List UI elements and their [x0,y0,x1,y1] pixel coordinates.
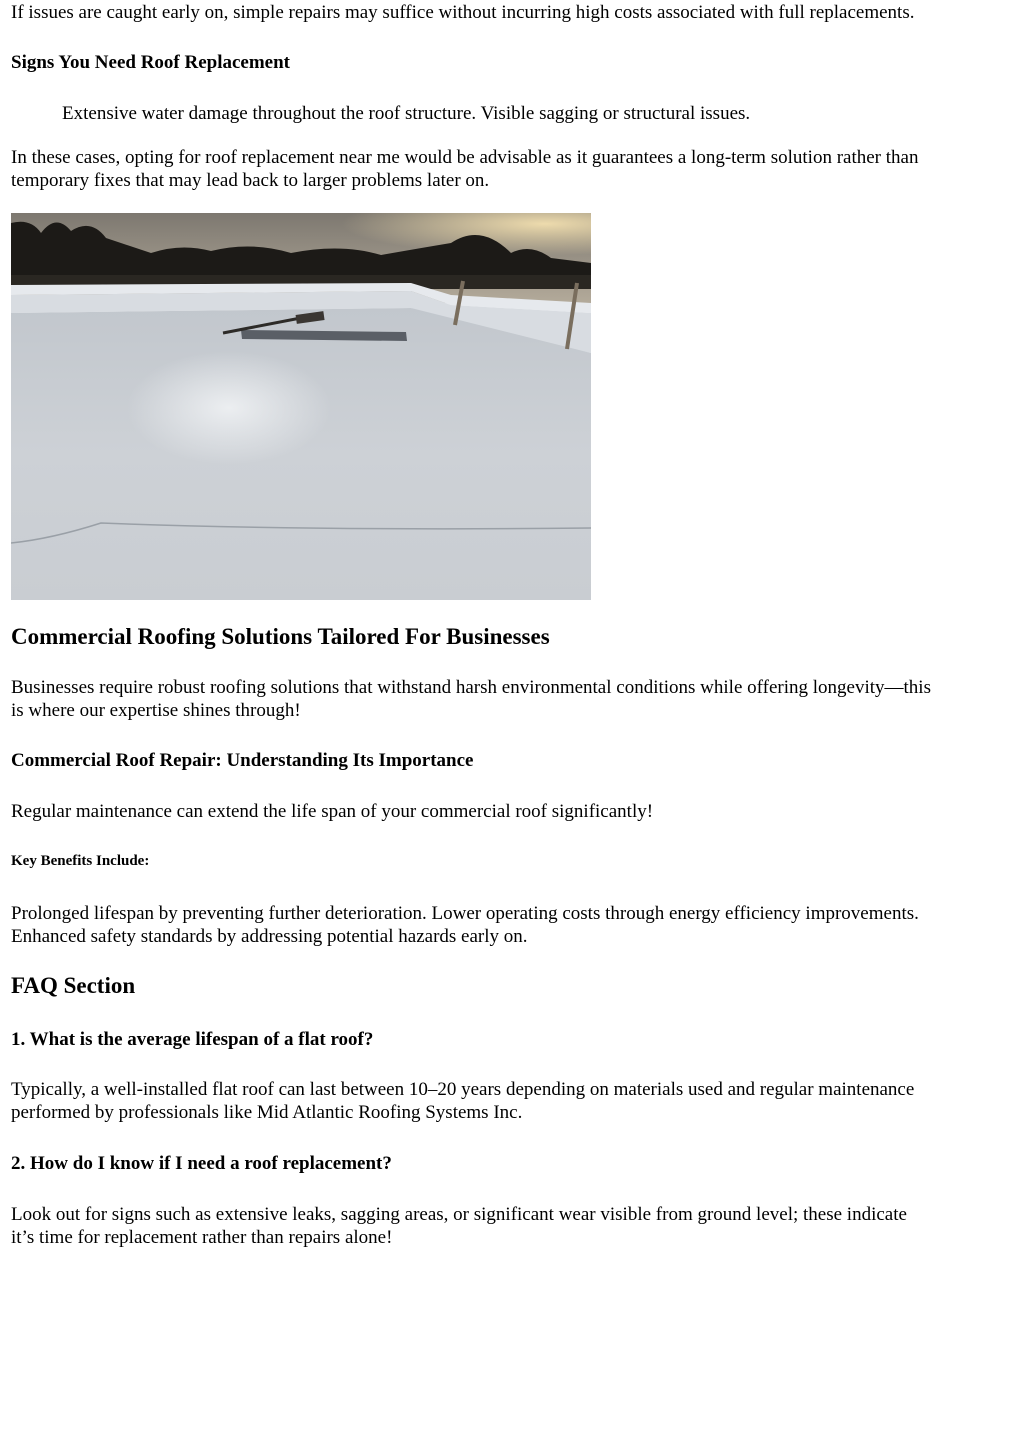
faq-question-2: 2. How do I know if I need a roof replacement? [11,1153,392,1174]
faq-answer-2-line-1: Look out for signs such as extensive leaks, sagging areas, or significant wear visible from ground level; these indicate [11,1204,907,1225]
commercial-heading: Commercial Roofing Solutions Tailored For Businesses [11,624,550,649]
signs-heading: Signs You Need Roof Replacement [11,52,291,73]
intro-text: If issues are caught early on, simple repairs may suffice without incurring high costs associated with full replacements. [11,2,915,23]
signs-list-item: Extensive water damage throughout the roof structure. Visible sagging or structural issues. [62,103,751,124]
commercial-repair-heading: Commercial Roof Repair: Understanding Its Importance [11,750,474,771]
commercial-repair-text: Regular maintenance can extend the life span of your commercial roof significantly! [11,801,654,822]
faq-answer-1-line-2: performed by professionals like Mid Atlantic Roofing Systems Inc. [11,1102,523,1123]
signs-paragraph-line-2: temporary fixes that may lead back to larger problems later on. [11,170,490,191]
benefits-line-2: Enhanced safety standards by addressing potential hazards early on. [11,926,528,947]
flat-roof-photo [11,213,591,600]
commercial-intro-line-1: Businesses require robust roofing solutions that withstand harsh environmental conditions while offering longevity—this [11,677,931,698]
signs-paragraph-line-1: In these cases, opting for roof replacement near me would be advisable as it guarantees a long-term solution rather than [11,147,919,168]
commercial-intro-line-2: is where our expertise shines through! [11,700,301,721]
benefits-heading: Key Benefits Include: [11,853,150,869]
faq-heading: FAQ Section [11,973,136,998]
benefits-line-1: Prolonged lifespan by preventing further deterioration. Lower operating costs through energy efficiency improvements. [11,903,919,924]
faq-answer-2-line-2: it’s time for replacement rather than repairs alone! [11,1227,393,1248]
faq-answer-1-line-1: Typically, a well-installed flat roof can last between 10–20 years depending on materials used and regular maintenance [11,1079,915,1100]
faq-question-1: 1. What is the average lifespan of a flat roof? [11,1029,374,1050]
